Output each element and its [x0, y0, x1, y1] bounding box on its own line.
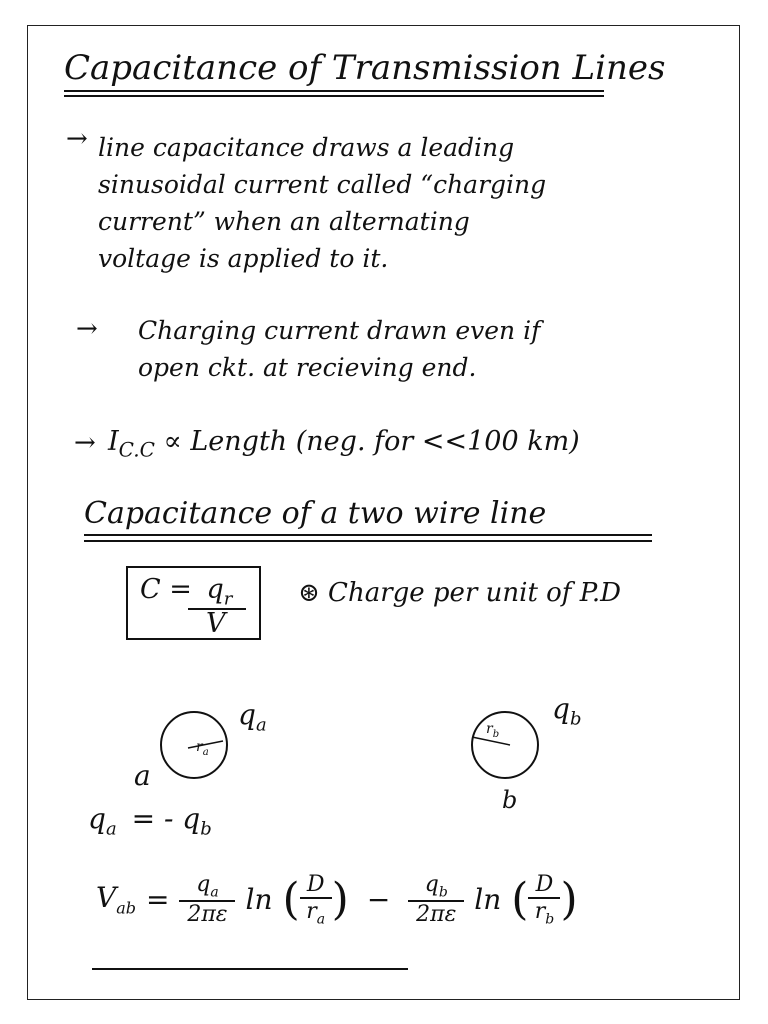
eq2-lhs: V [96, 881, 117, 915]
eq2-ln-2-open-paren: ( [511, 874, 529, 926]
eq2-ln-2-num: D [535, 872, 554, 897]
notebook-page [27, 25, 740, 1000]
eq2-ln-1: ln [245, 883, 273, 917]
charge-relation-equation [88, 802, 212, 840]
eq2-ln-2: ln [474, 883, 502, 917]
bullet-1 [98, 129, 546, 277]
bullet-arrow-3: → [74, 428, 96, 458]
eq2-equals: = [146, 883, 170, 917]
eq2-ln-2-fraction [528, 872, 560, 927]
conductor-b-radius-subscript: b [492, 728, 500, 740]
section-underline-1 [84, 534, 652, 536]
eq2-ln-2-argument [511, 872, 577, 927]
conductor-a-radius-label [196, 739, 209, 758]
eq1-rhs: = - q [131, 802, 201, 835]
eq2-term1-num: q [196, 872, 211, 897]
eq2-term2-num-subscript: b [438, 884, 448, 901]
eq2-ln-2-den-group [535, 899, 555, 927]
bullet-3 [108, 426, 580, 461]
eq2-lhs-subscript: ab [116, 898, 137, 918]
title-underline-2 [64, 95, 604, 97]
conductor-a-radius: r [196, 739, 203, 755]
section-underline-2 [84, 540, 652, 542]
bullet-1-line-3: current” when an alternating [98, 207, 470, 236]
eq2-ln-1-argument [282, 872, 348, 927]
eq2-term1-num-group [196, 872, 218, 900]
eq2-minus: − [366, 883, 391, 917]
eq2-ln-1-den-group [306, 899, 325, 927]
eq2-ln-1-open-paren: ( [282, 874, 300, 926]
eq2-ln-2-den: r [534, 899, 546, 924]
voltage-equation [96, 872, 578, 927]
conductor-b-radius: r [486, 721, 493, 737]
eq1-lhs: q [88, 802, 106, 835]
bullet-arrow-1: → [66, 124, 88, 154]
conductor-a-charge-label [238, 698, 267, 736]
eq2-term1-num-subscript: a [210, 884, 219, 901]
conductor-a-charge: q [238, 698, 256, 731]
eq2-term1-fraction [179, 872, 235, 927]
eq2-ln-1-fraction [300, 872, 332, 927]
eq2-ln-1-den-subscript: a [316, 911, 326, 928]
eq2-ln-1-close-paren: ) [331, 874, 349, 926]
formula-numerator [140, 574, 232, 609]
eq2-ln-2-close-paren: ) [560, 874, 578, 926]
eq2-term2-num-group [425, 872, 448, 900]
bullet-1-line-4: voltage is applied to it. [98, 244, 389, 273]
bullet-arrow-2: → [76, 314, 98, 344]
eq2-term2-fraction [408, 872, 464, 927]
conductor-a-radius-subscript: a [202, 746, 209, 758]
page-title: Capacitance of Transmission Lines [64, 48, 666, 88]
title-underline-1 [64, 90, 604, 92]
bottom-rule [92, 968, 408, 970]
conductor-b-charge: q [552, 692, 570, 725]
eq1-rhs-subscript: b [200, 818, 212, 840]
formula-lhs: C = [140, 574, 192, 605]
eq2-ln-2-den-subscript: b [545, 911, 555, 928]
charging-current-symbol: I [108, 426, 119, 457]
charging-current-subscript: C.C [118, 437, 155, 462]
section-title: Capacitance of a two wire line [84, 496, 547, 531]
conductor-b-charge-subscript: b [569, 708, 582, 730]
conductor-a-charge-subscript: a [255, 714, 267, 736]
conductor-a-label: a [134, 759, 151, 792]
eq1-lhs-subscript: a [105, 818, 117, 840]
conductor-b-circle [472, 712, 538, 778]
conductor-b-radius-label [486, 721, 499, 740]
bullet-2-line-2: open ckt. at recieving end. [138, 353, 477, 382]
conductor-a-circle [161, 712, 227, 778]
capacitance-definition-note: ⊛ Charge per unit of P.D [298, 578, 622, 608]
conductor-b-charge-label [552, 692, 581, 730]
capacitance-formula-box [126, 566, 261, 640]
formula-charge: q [206, 574, 224, 605]
eq2-ln-1-den: r [306, 899, 317, 924]
formula-charge-subscript: r [223, 588, 233, 610]
bullet-1-line-2: sinusoidal current called “charging [98, 170, 547, 199]
conductor-b-label: b [502, 786, 518, 814]
bullet-2 [138, 312, 540, 386]
formula-denominator: V [206, 608, 226, 639]
proportional-length-text: ∝ Length (neg. for <<100 km) [154, 426, 580, 457]
eq2-term2-den: 2πε [416, 902, 457, 928]
bullet-1-line-1: line capacitance draws a leading [98, 133, 515, 162]
eq2-ln-1-num: D [306, 872, 325, 897]
eq2-term2-num: q [424, 872, 439, 897]
eq2-term1-den: 2πε [187, 902, 228, 928]
eq2-lhs-group [96, 881, 136, 918]
bullet-2-line-1: Charging current drawn even if [138, 316, 541, 345]
